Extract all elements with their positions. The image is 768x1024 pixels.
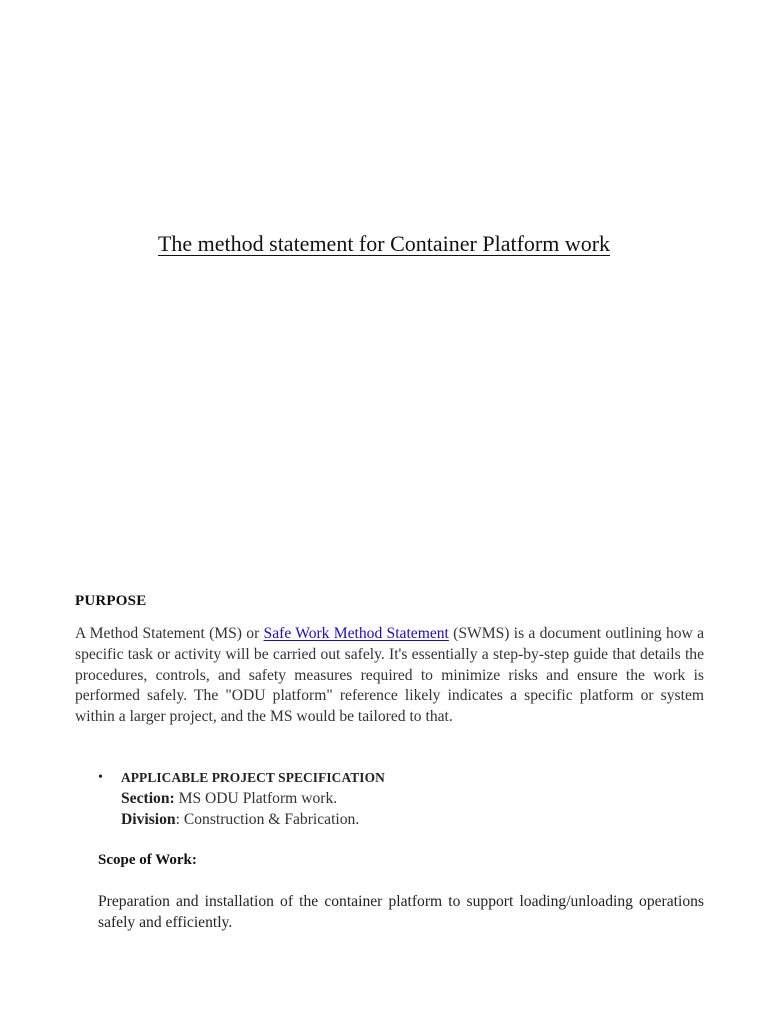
purpose-paragraph <box>75 624 704 728</box>
section-value: MS ODU Platform work. <box>174 790 338 807</box>
section-line <box>121 788 385 809</box>
specification-heading: APPLICABLE PROJECT SPECIFICATION <box>121 770 385 785</box>
section-label: Section: <box>121 790 175 807</box>
swms-link[interactable]: Safe Work Method Statement <box>263 625 449 642</box>
purpose-body-text: (SWMS) is a document outlining how a specific task or activity will be carried out safely. It's essentially a step-by-step guide that details the procedures, controls, and safety measures required to minimize risks and ensure the work is performed safely. The "ODU platform" reference likely indicates a specific platform or system within a larger project, and the MS would be tailored to that. <box>75 625 704 726</box>
division-label: Division <box>121 811 176 828</box>
bullet-icon: • <box>98 770 103 785</box>
specification-list-item <box>98 768 385 830</box>
purpose-intro-text: A Method Statement (MS) or <box>75 625 264 642</box>
division-value: : Construction & Fabrication. <box>175 811 360 828</box>
document-title <box>0 229 768 259</box>
purpose-heading: PURPOSE <box>75 593 147 609</box>
scope-heading: Scope of Work: <box>98 852 197 868</box>
scope-paragraph: Preparation and installation of the container platform to support loading/unloading operations safely and efficiently. <box>98 893 704 931</box>
specification-list <box>98 768 385 830</box>
document-title-text: The method statement for Container Platform work <box>157 231 611 256</box>
division-line <box>121 809 385 830</box>
